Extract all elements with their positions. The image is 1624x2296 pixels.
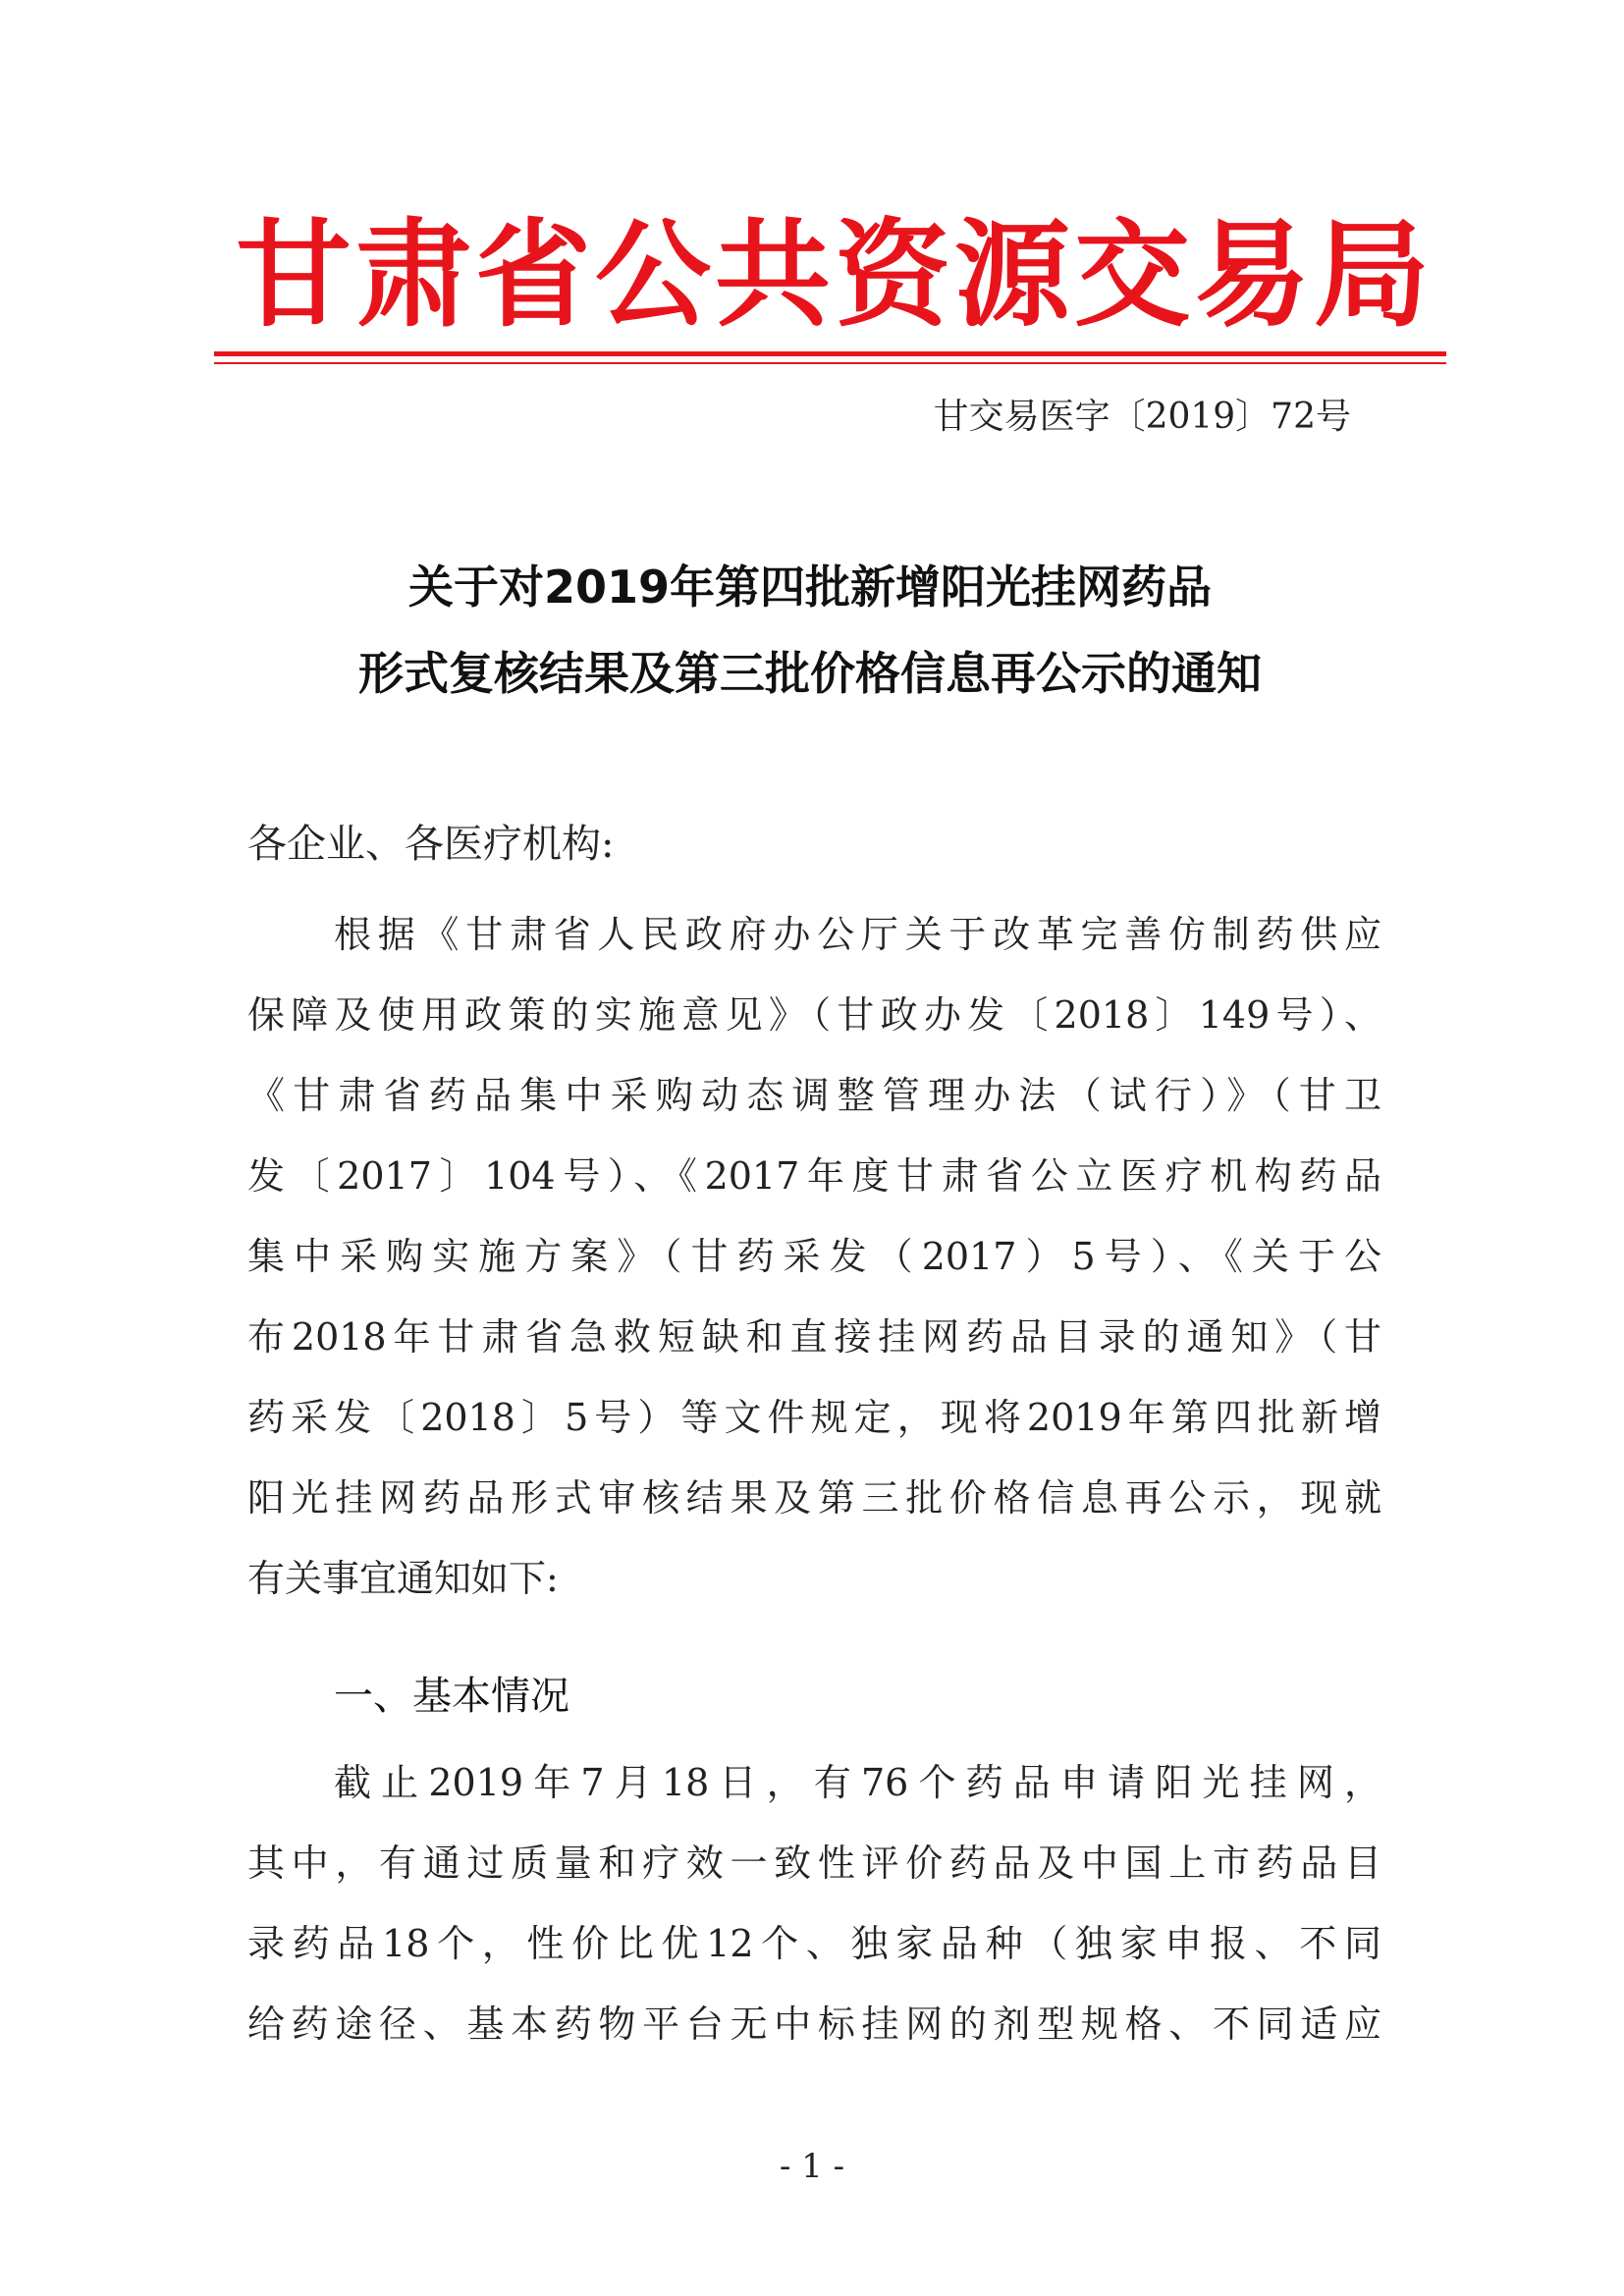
document-number: 甘交易医字〔2019〕72号 bbox=[933, 397, 1351, 437]
paragraph-line: 有关事宜通知如下: bbox=[247, 1557, 559, 1600]
section-heading-basic-info: 一、基本情况 bbox=[334, 1674, 569, 1719]
agency-letterhead: 甘肃省公共资源交易局 bbox=[235, 206, 1434, 343]
section-line: 截止2019年7月18日，有76个药品申请阳光挂网， bbox=[334, 1761, 1381, 1804]
paragraph-line: 根据《甘肃省人民政府办公厅关于改革完善仿制药供应 bbox=[334, 913, 1381, 956]
letterhead-divider-thin bbox=[214, 362, 1446, 364]
paragraph-line: 布2018年甘肃省急救短缺和直接挂网药品目录的通知》（甘 bbox=[247, 1315, 1381, 1359]
salutation: 各企业、各医疗机构: bbox=[247, 822, 615, 867]
paragraph-line: 药采发〔2018〕5号）等文件规定，现将2019年第四批新增 bbox=[247, 1396, 1381, 1439]
paragraph-line: 《甘肃省药品集中采购动态调整管理办法（试行）》（甘卫 bbox=[247, 1074, 1381, 1117]
section-line: 录药品18个，性价比优12个、独家品种（独家申报、不同 bbox=[247, 1922, 1381, 1965]
document-title-line-2: 形式复核结果及第三批价格信息再公示的通知 bbox=[358, 647, 1262, 700]
section-line: 给药途径、基本药物平台无中标挂网的剂型规格、不同适应 bbox=[247, 2002, 1381, 2046]
paragraph-line: 发〔2017〕104号）、《2017年度甘肃省公立医疗机构药品 bbox=[247, 1154, 1381, 1198]
paragraph-line: 保障及使用政策的实施意见》（甘政办发〔2018〕149号）、 bbox=[247, 993, 1381, 1037]
section-line: 其中，有通过质量和疗效一致性评价药品及中国上市药品目 bbox=[247, 1842, 1381, 1885]
paragraph-line: 阳光挂网药品形式审核结果及第三批价格信息再公示，现就 bbox=[247, 1476, 1381, 1520]
letterhead-divider-thick bbox=[214, 351, 1446, 356]
paragraph-line: 集中采购实施方案》（甘药采发（2017）5号）、《关于公 bbox=[247, 1235, 1381, 1278]
page-number: - 1 - bbox=[779, 2147, 845, 2186]
document-title-line-1: 关于对2019年第四批新增阳光挂网药品 bbox=[407, 561, 1213, 614]
